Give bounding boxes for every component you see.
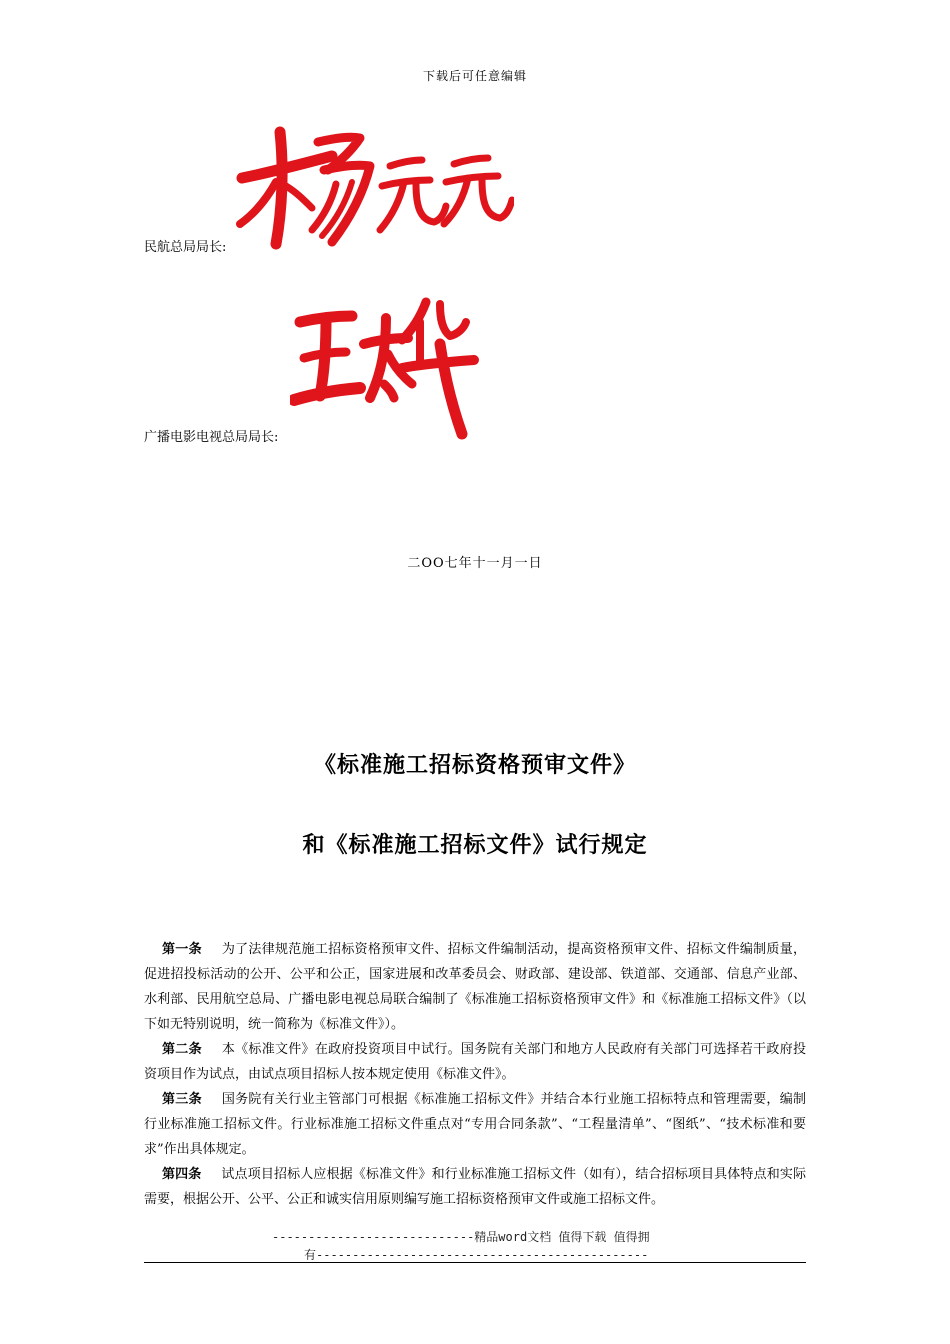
article-1-text: 为了法律规范施工招标资格预审文件、招标文件编制活动，提高资格预审文件、招标文件编制质量，促进招投标活动的公开、公平和公正，国家进展和改革委员会、财政部、建设部、铁道部、交通部、信息产业部、水利部、民用航空总局、广播电影电视总局联合编制了《标准施工招标资格预审文件》和《标准施工招标文件》（以下如无特别说明，统一简称为《标准文件》）。	[144, 942, 806, 1032]
document-date: 二OO七年十一月一日	[407, 556, 543, 571]
regulation-body	[144, 937, 806, 1212]
article-4-text: 试点项目招标人应根据《标准文件》和行业标准施工招标文件（如有），结合招标项目具体特点和实际需要，根据公开、公平、公正和诚实信用原则编写施工招标资格预审文件或施工招标文件。	[144, 1167, 806, 1207]
article-3-heading: 第三条	[162, 1092, 202, 1107]
footer-divider	[144, 1262, 806, 1263]
footer-line-1: ----------------------------精品word文档 值得下载 值得拥	[272, 1230, 650, 1244]
handwritten-signature-caac	[232, 120, 514, 252]
article-3	[144, 1087, 806, 1162]
page-footer	[144, 1228, 806, 1264]
article-3-text: 国务院有关行业主管部门可根据《标准施工招标文件》并结合本行业施工招标特点和管理需要，编制行业标准施工招标文件。行业标准施工招标文件重点对“专用合同条款”、“工程量清单”、“图纸”、“技术标准和要求”作出具体规定。	[144, 1092, 806, 1157]
handwritten-signature-sarft	[290, 288, 485, 440]
document-title-line2: 和《标准施工招标文件》试行规定	[302, 833, 648, 858]
article-2-text: 本《标准文件》在政府投资项目中试行。国务院有关部门和地方人民政府有关部门可选择若干政府投资项目作为试点，由试点项目招标人按本规定使用《标准文件》。	[144, 1042, 806, 1082]
article-2-heading: 第二条	[162, 1042, 202, 1057]
article-2	[144, 1037, 806, 1087]
header-note: 下载后可任意编辑	[422, 69, 527, 83]
signature-label-caac: 民航总局局长:	[144, 240, 227, 255]
article-4-heading: 第四条	[162, 1167, 202, 1182]
article-1-heading: 第一条	[162, 942, 202, 957]
article-1	[144, 937, 806, 1037]
article-4	[144, 1162, 806, 1212]
signature-label-sarft: 广播电影电视总局局长:	[144, 430, 279, 445]
document-title-line1: 《标准施工招标资格预审文件》	[313, 753, 636, 778]
footer-line-2: 有----------------------------------------------	[304, 1248, 649, 1262]
